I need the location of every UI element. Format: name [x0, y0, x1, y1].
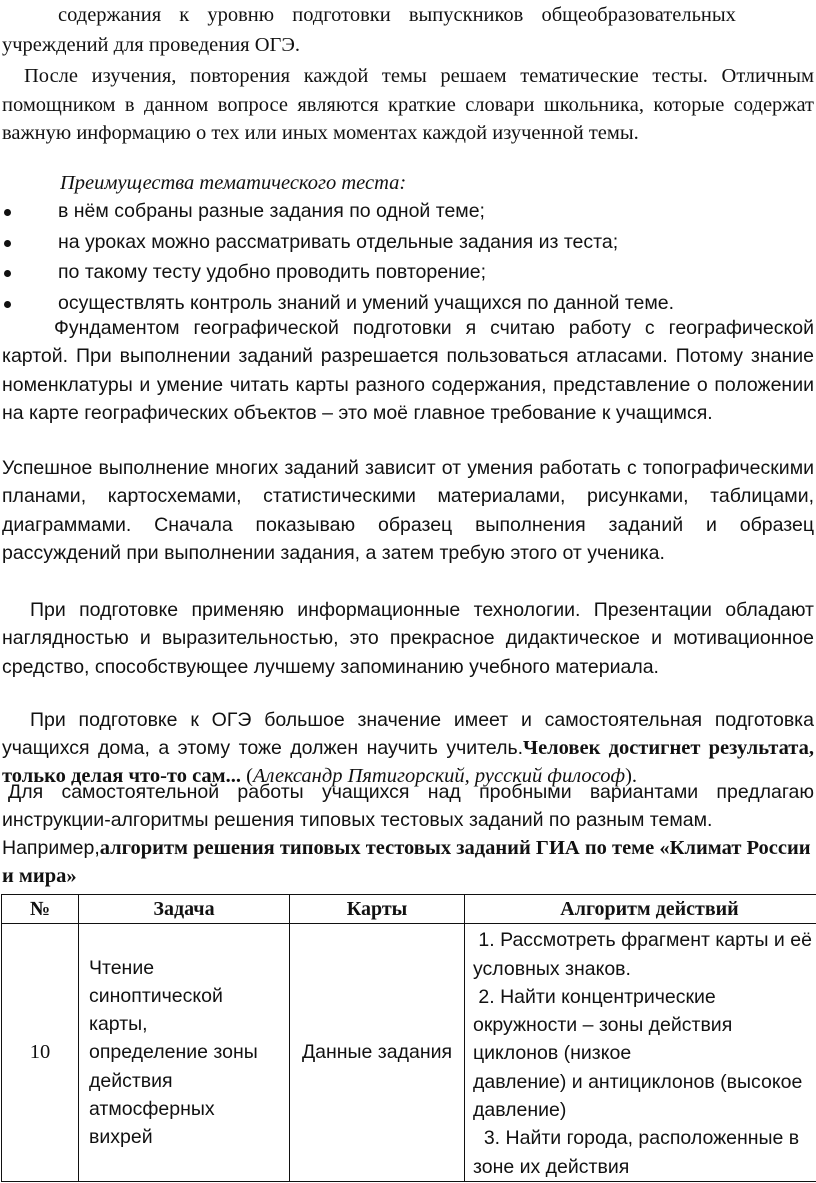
- cell-algorithm: 1. Рассмотреть фрагмент карты и её условных знаков. 2. Найти концентрические окружности – зоны действия циклонов (низкое давление) и антициклонов (высокое давление) 3. Найти города, расположенные в зоне их действия: [465, 924, 816, 1182]
- algorithm-table: [1, 894, 816, 1182]
- cell-number: 10: [2, 924, 79, 1182]
- paragraph-2: После изучения, повторения каждой темы решаем тематические тесты. Отличным помощником в данном вопросе являются краткие словари школьника, которые содержат важную информацию о тех или иных моментах каждой изученной темы.: [2, 65, 814, 145]
- header-algorithm: Алгоритм действий: [465, 895, 816, 924]
- cell-task: Чтение синоптической карты, определение зоны действия атмосферных вихрей: [79, 924, 290, 1182]
- bullet-icon: [4, 240, 11, 247]
- list-item: осуществлять контроль знаний и умений учащихся по данной теме.: [0, 290, 812, 321]
- table-header-row: [2, 895, 816, 924]
- paragraph-6: При подготовке к ОГЭ большое значение имеет и самостоятельная подготовка учащихся дома, а этому тоже должен научить учитель.Человек достигнет результата, только делая что-то сам... (Александр Пятигорский, русский философ).: [2, 709, 814, 787]
- header-task: Задача: [79, 895, 290, 924]
- list-item: в нём собраны разные задания по одной теме;: [0, 198, 812, 229]
- header-maps: Карты: [290, 895, 465, 924]
- paragraph-5: При подготовке применяю информационные технологии. Презентации обладают наглядностью и выразительностью, это прекрасное дидактическое и мотивационное средство, способствующее лучшему запоминанию учебного материала.: [2, 599, 814, 678]
- paragraph-3: Фундаментом географической подготовки я считаю работу с географической картой. При выполнении заданий разрешается пользоваться атласами. Потому знание номенклатуры и умение читать карты разного содержания, представление о положении на карте географических объектов – это моё главное требование к учащимся.: [2, 317, 814, 425]
- advantages-list: [0, 198, 812, 320]
- algorithm-title: алгоритм решения типовых тестовых заданий ГИА по теме «Климат России и мира»: [2, 837, 811, 887]
- paragraph-8: Например,алгоритм решения типовых тестовых заданий ГИА по теме «Климат России и мира»: [2, 837, 811, 887]
- cell-maps: Данные задания: [290, 924, 465, 1182]
- bullet-icon: [4, 301, 11, 308]
- bullet-icon: [4, 270, 11, 277]
- paragraph-7: Для самостоятельной работы учащихся над пробными вариантами предлагаю инструкции-алгоритмы решения типовых тестовых заданий по разным темам.: [2, 781, 814, 831]
- quote: Человек достигнет результата, только делая что-то сам...: [2, 737, 814, 787]
- list-item: на уроках можно рассматривать отдельные задания из теста;: [0, 229, 812, 260]
- list-item: по такому тесту удобно проводить повторение;: [0, 259, 812, 290]
- table-row: [2, 924, 816, 1182]
- advantages-heading: Преимущества тематического теста:: [60, 172, 407, 194]
- bullet-icon: [4, 209, 11, 216]
- paragraph-1-line-2: учреждений для проведения ОГЭ.: [2, 34, 301, 56]
- paragraph-1-line-1: содержания к уровню подготовки выпускников общеобразовательных: [58, 4, 736, 26]
- header-number: №: [2, 895, 79, 924]
- quote-author: Александр Пятигорский, русский философ: [252, 765, 626, 787]
- paragraph-4: Успешное выполнение многих заданий зависит от умения работать с топографическими планами, картосхемами, статистическими материалами, рисунками, таблицами, диаграммами. Сначала показываю образец выполнения заданий и образец рассуждений при выполнении задания, а затем требую этого от ученика.: [2, 457, 814, 565]
- paragraph-6-text: При подготовке к ОГЭ большое значение имеет и самостоятельная подготовка учащихся дома, а этому тоже должен научить учитель.: [2, 709, 814, 759]
